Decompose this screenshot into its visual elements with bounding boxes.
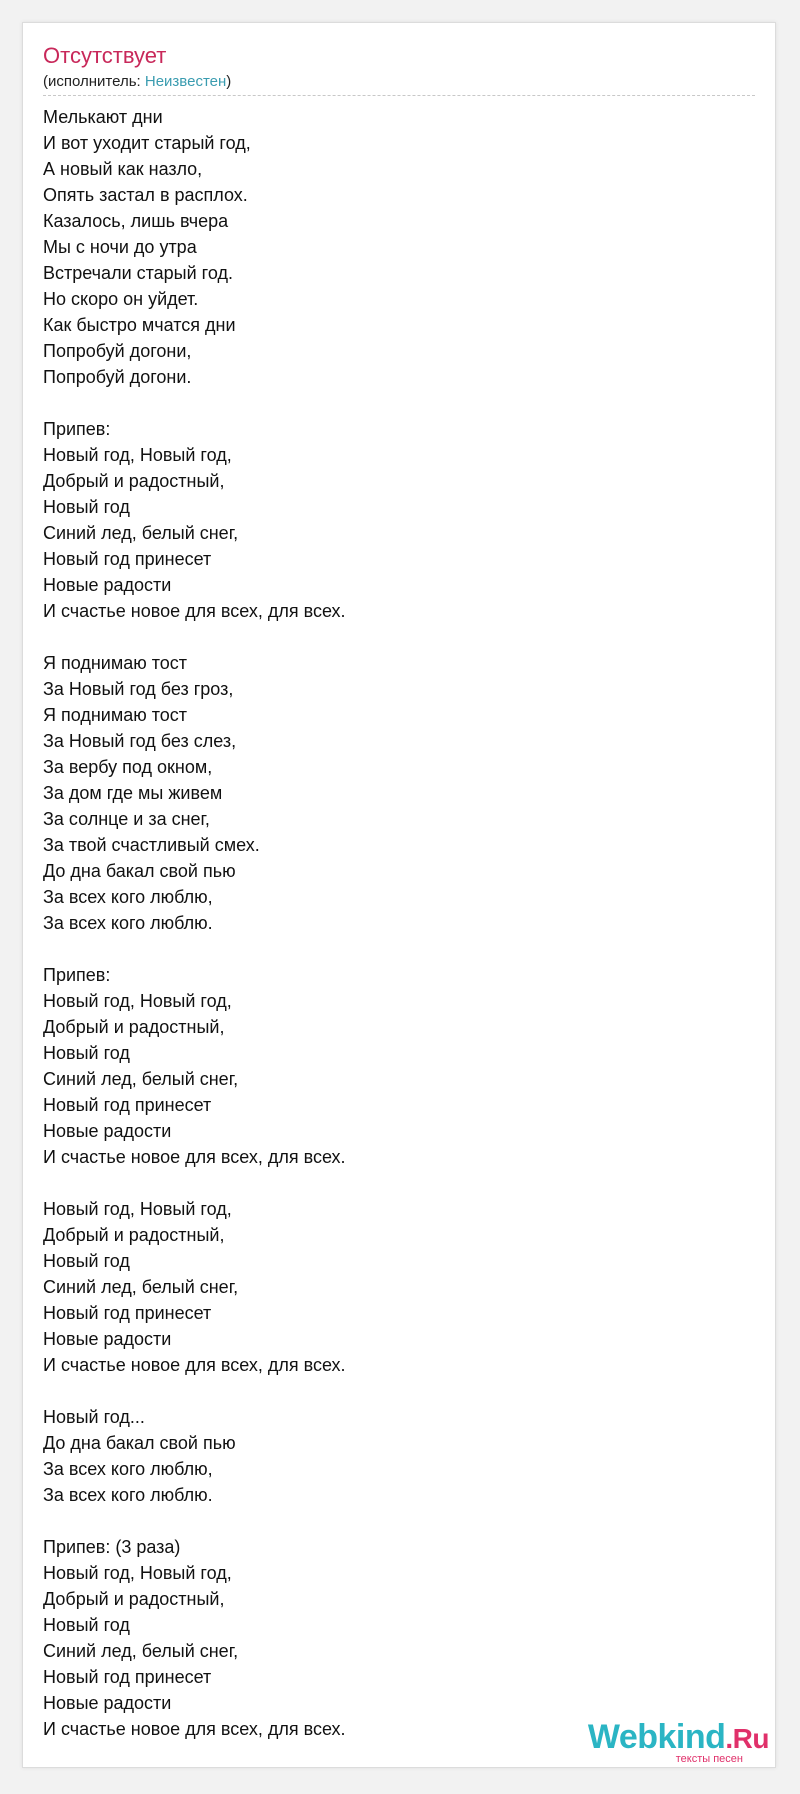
artist-prefix: (исполнитель: — [43, 73, 145, 90]
stanza-break — [43, 1170, 743, 1196]
lyric-line: За всех кого люблю, — [43, 887, 213, 907]
site-logo[interactable] — [588, 1719, 769, 1765]
lyric-line: Новый год — [43, 1043, 130, 1063]
lyric-line: И счастье новое для всех, для всех. — [43, 1719, 346, 1739]
logo-name: Webkind — [587, 1718, 726, 1756]
lyric-line: Встречали старый год. — [43, 263, 233, 283]
lyric-line: Казалось, лишь вчера — [43, 211, 229, 231]
logo-tagline: тексты песен — [675, 1753, 743, 1765]
stanza-break — [43, 1508, 743, 1534]
lyric-line: Новый год... — [43, 1407, 145, 1427]
lyric-line: За Новый год без слез, — [43, 731, 237, 751]
lyric-line: Мы с ночи до утра — [43, 237, 197, 257]
lyric-line: Новый год, Новый год, — [43, 1563, 232, 1583]
stanza-break — [43, 624, 743, 650]
lyrics-card — [22, 22, 776, 1768]
lyric-line: За всех кого люблю. — [43, 913, 213, 933]
lyric-line: Синий лед, белый снег, — [43, 523, 239, 543]
lyric-line: Новые радости — [43, 1329, 172, 1349]
lyric-line: Припев: — [43, 965, 111, 985]
lyrics-text — [43, 104, 743, 1742]
lyric-line: За вербу под окном, — [43, 757, 213, 777]
lyric-line: Синий лед, белый снег, — [43, 1069, 239, 1089]
lyric-line: Добрый и радостный, — [43, 1589, 225, 1609]
lyric-line: Новые радости — [43, 575, 172, 595]
lyric-line: Синий лед, белый снег, — [43, 1641, 239, 1661]
artist-suffix: ) — [226, 73, 232, 90]
stanza-break — [43, 1378, 743, 1404]
lyric-line: Попробуй догони. — [43, 367, 192, 387]
lyric-line: Новый год — [43, 1615, 130, 1635]
lyric-line: За дом где мы живем — [43, 783, 223, 803]
lyric-line: До дна бакал свой пью — [43, 1433, 236, 1453]
lyric-line: Добрый и радостный, — [43, 471, 225, 491]
lyric-line: Новый год принесет — [43, 549, 212, 569]
lyric-line: Попробуй догони, — [43, 341, 192, 361]
lyric-line: Новые радости — [43, 1121, 172, 1141]
lyric-line: Синий лед, белый снег, — [43, 1277, 239, 1297]
lyric-line: Новый год, Новый год, — [43, 1199, 232, 1219]
stanza-break — [43, 936, 743, 962]
song-title: Отсутствует — [43, 43, 167, 68]
lyric-line: Я поднимаю тост — [43, 705, 188, 725]
lyric-line: За Новый год без гроз, — [43, 679, 234, 699]
lyric-line: Я поднимаю тост — [43, 653, 188, 673]
lyric-line: Новый год принесет — [43, 1303, 212, 1323]
lyric-line: Припев: — [43, 419, 111, 439]
lyric-line: Припев: (3 раза) — [43, 1537, 181, 1557]
lyric-line: И счастье новое для всех, для всех. — [43, 1355, 346, 1375]
lyric-line: За всех кого люблю, — [43, 1459, 213, 1479]
lyric-line: Опять застал в расплох. — [43, 185, 248, 205]
lyric-line: Новый год — [43, 497, 130, 517]
artist-link[interactable]: Неизвестен — [144, 73, 227, 90]
lyric-line: Новый год принесет — [43, 1095, 212, 1115]
lyric-line: Новый год, Новый год, — [43, 991, 232, 1011]
lyric-line: За всех кого люблю. — [43, 1485, 213, 1505]
lyric-line: Новые радости — [43, 1693, 172, 1713]
lyric-line: А новый как назло, — [43, 159, 203, 179]
lyric-line: За твой счастливый смех. — [43, 835, 260, 855]
lyric-line: За солнце и за снег, — [43, 809, 210, 829]
lyric-line: Мелькают дни — [43, 107, 163, 127]
lyric-line: До дна бакал свой пью — [43, 861, 236, 881]
artist-line — [43, 73, 231, 91]
lyric-line: Как быстро мчатся дни — [43, 315, 236, 335]
lyric-line: Новый год, Новый год, — [43, 445, 232, 465]
lyric-line: Добрый и радостный, — [43, 1017, 225, 1037]
lyric-line: Новый год принесет — [43, 1667, 212, 1687]
logo-domain: .Ru — [725, 1723, 769, 1754]
stanza-break — [43, 390, 743, 416]
lyric-line: Новый год — [43, 1251, 130, 1271]
divider — [43, 95, 755, 96]
lyric-line: Но скоро он уйдет. — [43, 289, 199, 309]
lyric-line: Добрый и радостный, — [43, 1225, 225, 1245]
lyric-line: И вот уходит старый год, — [43, 133, 251, 153]
lyric-line: И счастье новое для всех, для всех. — [43, 1147, 346, 1167]
lyric-line: И счастье новое для всех, для всех. — [43, 601, 346, 621]
